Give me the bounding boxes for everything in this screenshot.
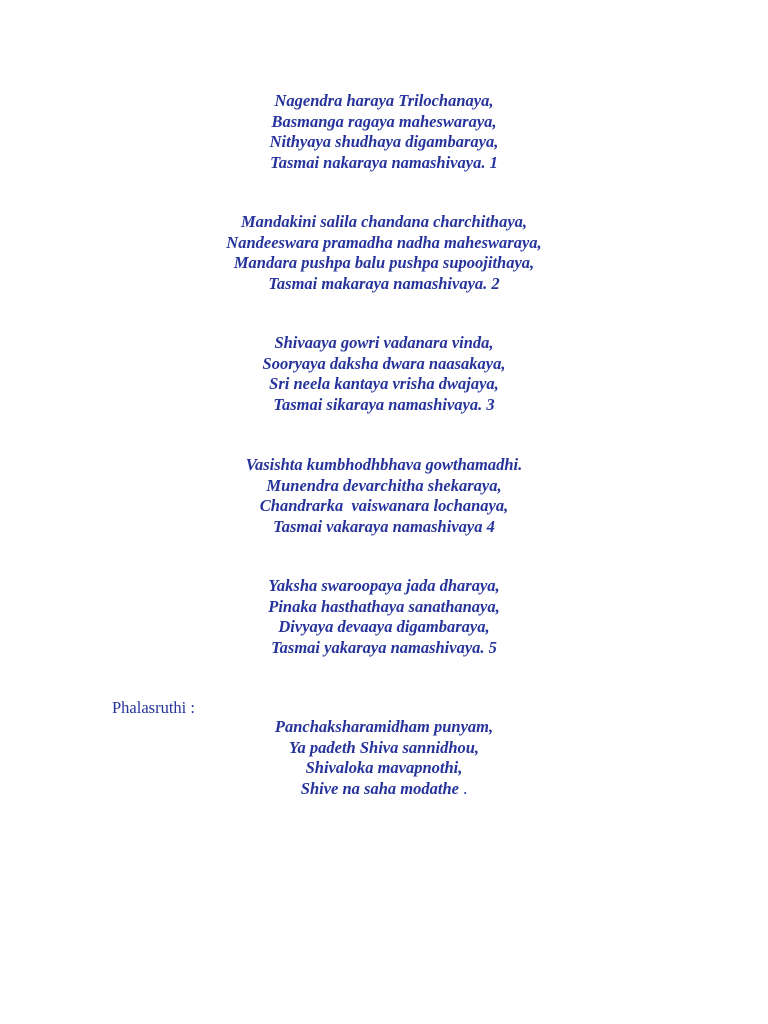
verse-line-last bbox=[0, 779, 768, 800]
verse-line: Shivaaya gowri vadanara vinda, bbox=[274, 333, 494, 352]
trailing-period: . bbox=[458, 778, 468, 798]
verse-line: Yaksha swaroopaya jada dharaya, bbox=[268, 576, 500, 595]
verse-line: Nithyaya shudhaya digambaraya, bbox=[269, 132, 499, 151]
verse-2 bbox=[0, 212, 768, 294]
verse-line: Tasmai nakaraya namashivaya. 1 bbox=[270, 152, 498, 172]
verse-1 bbox=[0, 91, 768, 173]
verse-4 bbox=[0, 455, 768, 537]
verse-line: Mandakini salila chandana charchithaya, bbox=[240, 212, 528, 231]
phalasruthi-label: Phalasruthi : bbox=[112, 698, 195, 717]
verse-line: Tasmai vakaraya namashivaya 4 bbox=[273, 516, 495, 536]
verse-line: Munendra devarchitha shekaraya, bbox=[266, 475, 502, 495]
verse-line: Sooryaya daksha dwara naasakaya, bbox=[262, 353, 506, 373]
verse-line: Tasmai makaraya namashivaya. 2 bbox=[268, 273, 500, 293]
verse-line: Mandara pushpa balu pushpa supoojithaya, bbox=[233, 253, 535, 272]
verse-line: Shivaloka mavapnothi, bbox=[305, 758, 463, 777]
verse-5 bbox=[0, 576, 768, 658]
verse-line: Tasmai sikaraya namashivaya. 3 bbox=[273, 394, 495, 414]
verse-line: Pinaka hasthathaya sanathanaya, bbox=[268, 596, 500, 616]
verse-line: Chandrarka vaiswanara lochanaya, bbox=[259, 496, 509, 515]
verse-line: Divyaya devaaya digambaraya, bbox=[278, 617, 490, 636]
verse-line: Nagendra haraya Trilochanaya, bbox=[274, 91, 494, 110]
verse-line: Panchaksharamidham punyam, bbox=[274, 717, 494, 736]
verse-line: Basmanga ragaya maheswaraya, bbox=[271, 111, 497, 131]
verse-line: Tasmai yakaraya namashivaya. 5 bbox=[271, 637, 497, 657]
verse-3 bbox=[0, 333, 768, 415]
verse-line: Nandeeswara pramadha nadha maheswaraya, bbox=[226, 232, 542, 252]
verse-line: Vasishta kumbhodhbhava gowthamadhi. bbox=[245, 455, 523, 474]
phalasruthi-verse bbox=[0, 717, 768, 799]
verse-line: Sri neela kantaya vrisha dwajaya, bbox=[269, 374, 499, 393]
verse-line-text: Shive na saha modathe bbox=[300, 778, 459, 798]
verse-line: Ya padeth Shiva sannidhou, bbox=[288, 737, 480, 757]
